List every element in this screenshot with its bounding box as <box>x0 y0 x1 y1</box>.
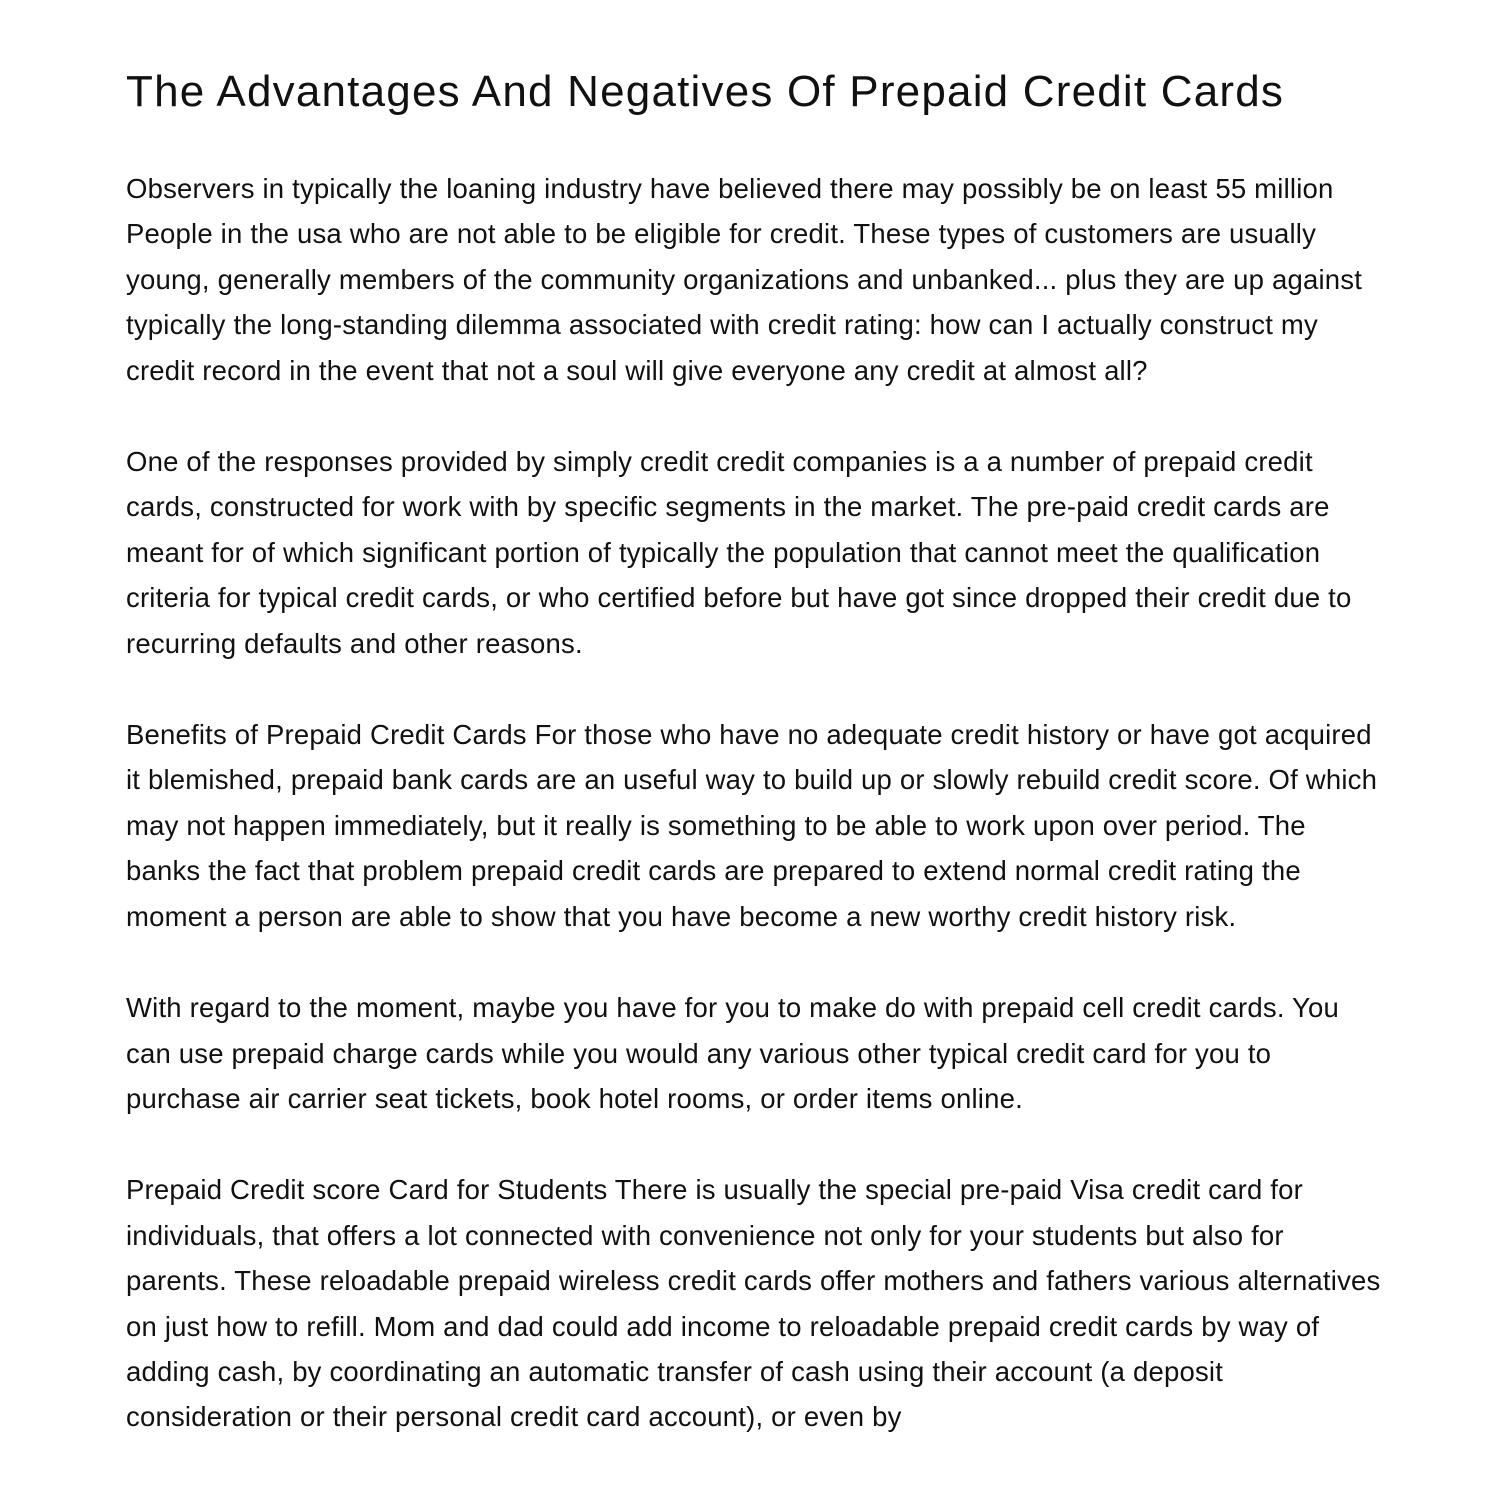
paragraph-1: Observers in typically the loaning industry have believed there may possibly be on least 55 million People in the usa who are not able to be eligible for credit. These types of customers are usually young, generally members of the community organizations and unbanked... plus they are up against typically the long-standing dilemma associated with credit rating: how can I actually construct my credit record in the event that not a soul will give everyone any credit at almost all? <box>126 173 1363 386</box>
paragraph-4: With regard to the moment, maybe you have for you to make do with prepaid cell credit cards. You can use prepaid charge cards while you would any various other typical credit card for you to purchase air carrier seat tickets, book hotel rooms, or order items online. <box>126 992 1340 1114</box>
paragraph-3: Benefits of Prepaid Credit Cards For those who have no adequate credit history or have got acquired it blemished, prepaid bank cards are an useful way to build up or slowly rebuild credit score. Of which may not happen immediately, but it really is something to be able to work upon over period. The banks the fact that problem prepaid credit cards are prepared to extend normal credit rating the moment a person are able to show that you have become a new worthy credit history risk. <box>126 719 1378 932</box>
paragraph-2: One of the responses provided by simply credit credit companies is a a number of prepaid credit cards, constructed for work with by specific segments in the market. The pre-paid credit cards are meant for of which significant portion of typically the population that cannot meet the qualification criteria for typical credit cards, or who certified before but have got since dropped their credit due to recurring defaults and other reasons. <box>126 446 1352 659</box>
paragraph-5: Prepaid Credit score Card for Students There is usually the special pre-paid Visa credit card for individuals, that offers a lot connected with convenience not only for your students but also for parents. These reloadable prepaid wireless credit cards offer mothers and fathers various alternatives on just how to refill. Mom and dad could add income to reloadable prepaid credit cards by way of adding cash, by coordinating an automatic transfer of cash using their account (a deposit consideration or their personal credit card account), or even by <box>126 1174 1381 1433</box>
article-body <box>126 166 1386 1486</box>
page-title: The Advantages And Negatives Of Prepaid Credit Cards <box>126 67 1285 116</box>
